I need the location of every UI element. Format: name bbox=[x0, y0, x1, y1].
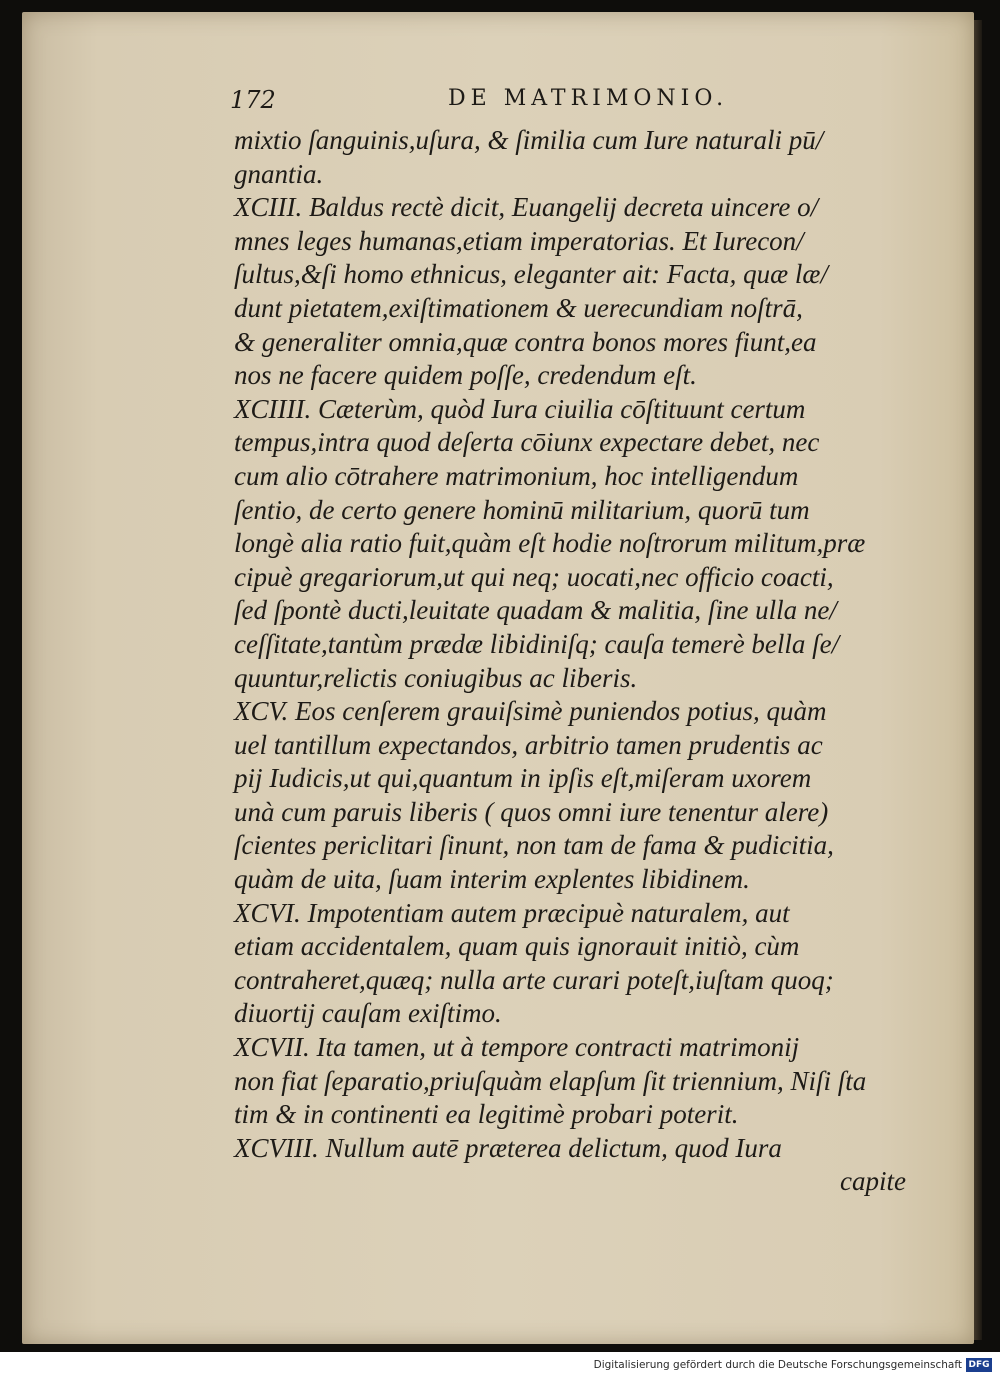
funding-credit: Digitalisierung gefördert durch die Deutsche Forschungsgemeinschaft bbox=[593, 1359, 962, 1371]
text-line: XCVIII. Nullum autē præterea delictum, quod Iura bbox=[234, 1132, 782, 1163]
dfg-logo: DFG bbox=[966, 1358, 992, 1372]
text-line: ſultus,&ſi homo ethnicus, eleganter ait: Facta, quæ læ/ bbox=[234, 259, 828, 290]
text-line: non fiat ſeparatio,priuſquàm elapſum ſit triennium, Niſi ſta bbox=[234, 1065, 867, 1096]
text-line: dunt pietatem,exiſtimationem & uerecundiam noſtrā, bbox=[234, 292, 803, 323]
text-line: mixtio ſanguinis,uſura, & ſimilia cum Iure naturali pū/ bbox=[234, 125, 824, 155]
text-line: tempus,intra quod deſerta cōiunx expectare debet, nec bbox=[234, 427, 820, 458]
text-line: contraheret,quæq; nulla arte curari poteſt,iuſtam quoq; bbox=[234, 964, 834, 995]
text-line: nos ne facere quidem poſſe, credendum eſt. bbox=[234, 360, 697, 391]
text-line: ſcientes periclitari ſinunt, non tam de fama & pudicitia, bbox=[234, 830, 834, 861]
text-line: ceſſitate,tantùm prædæ libidiniſq; cauſa temerè bella ſe/ bbox=[234, 628, 840, 659]
text-line: XCIIII. Cæterùm, quòd Iura ciuilia cōſtituunt certum bbox=[234, 393, 806, 424]
text-line: tim & in continenti ea legitimè probari poterit. bbox=[234, 1099, 739, 1130]
catchword: capite bbox=[840, 1166, 906, 1197]
text-line: unà cum paruis liberis ( quos omni iure tenentur alere) bbox=[234, 796, 829, 827]
text-line: cipuè gregariorum,ut qui neq; uocati,nec officio coacti, bbox=[234, 561, 834, 592]
text-line: XCIII. Baldus rectè dicit, Euangelij decreta uincere o/ bbox=[234, 192, 819, 223]
text-line: gnantia. bbox=[234, 158, 324, 189]
running-title: DE MATRIMONIO. bbox=[448, 86, 729, 111]
text-line: mnes leges humanas,etiam imperatorias. Et Iurecon/ bbox=[234, 225, 804, 256]
text-line: diuortij cauſam exiſtimo. bbox=[234, 998, 502, 1029]
text-line: pij Iudicis,ut qui,quantum in ipſis eſt,miſeram uxorem bbox=[234, 763, 812, 794]
body-text bbox=[234, 124, 924, 1199]
text-line: & generaliter omnia,quæ contra bonos mores fiunt,ea bbox=[234, 326, 817, 357]
page-number: 172 bbox=[230, 86, 276, 114]
text-line: quuntur,relictis coniugibus ac liberis. bbox=[234, 662, 638, 693]
page-header bbox=[230, 86, 770, 122]
text-line: longè alia ratio fuit,quàm eſt hodie noſtrorum militum,præ bbox=[234, 528, 866, 559]
text-line: uel tantillum expectandos, arbitrio tamen prudentis ac bbox=[234, 729, 823, 760]
text-line: quàm de uita, ſuam interim explentes libidinem. bbox=[234, 864, 750, 895]
text-line: etiam accidentalem, quam quis ignorauit initiò, cùm bbox=[234, 931, 800, 962]
text-line: XCVII. Ita tamen, ut à tempore contracti matrimonij bbox=[234, 1032, 800, 1063]
digitization-footer bbox=[0, 1352, 1000, 1379]
text-line: ſed ſpontè ducti,leuitate quadam & malitia, ſine ulla ne/ bbox=[234, 595, 837, 626]
text-line: XCV. Eos cenſerem grauiſsimè puniendos potius, quàm bbox=[234, 696, 827, 727]
text-line: XCVI. Impotentiam autem præcipuè naturalem, aut bbox=[234, 897, 790, 928]
text-line: cum alio cōtrahere matrimonium, hoc intelligendum bbox=[234, 460, 799, 491]
text-line: ſentio, de certo genere hominū militarium, quorū tum bbox=[234, 494, 810, 525]
